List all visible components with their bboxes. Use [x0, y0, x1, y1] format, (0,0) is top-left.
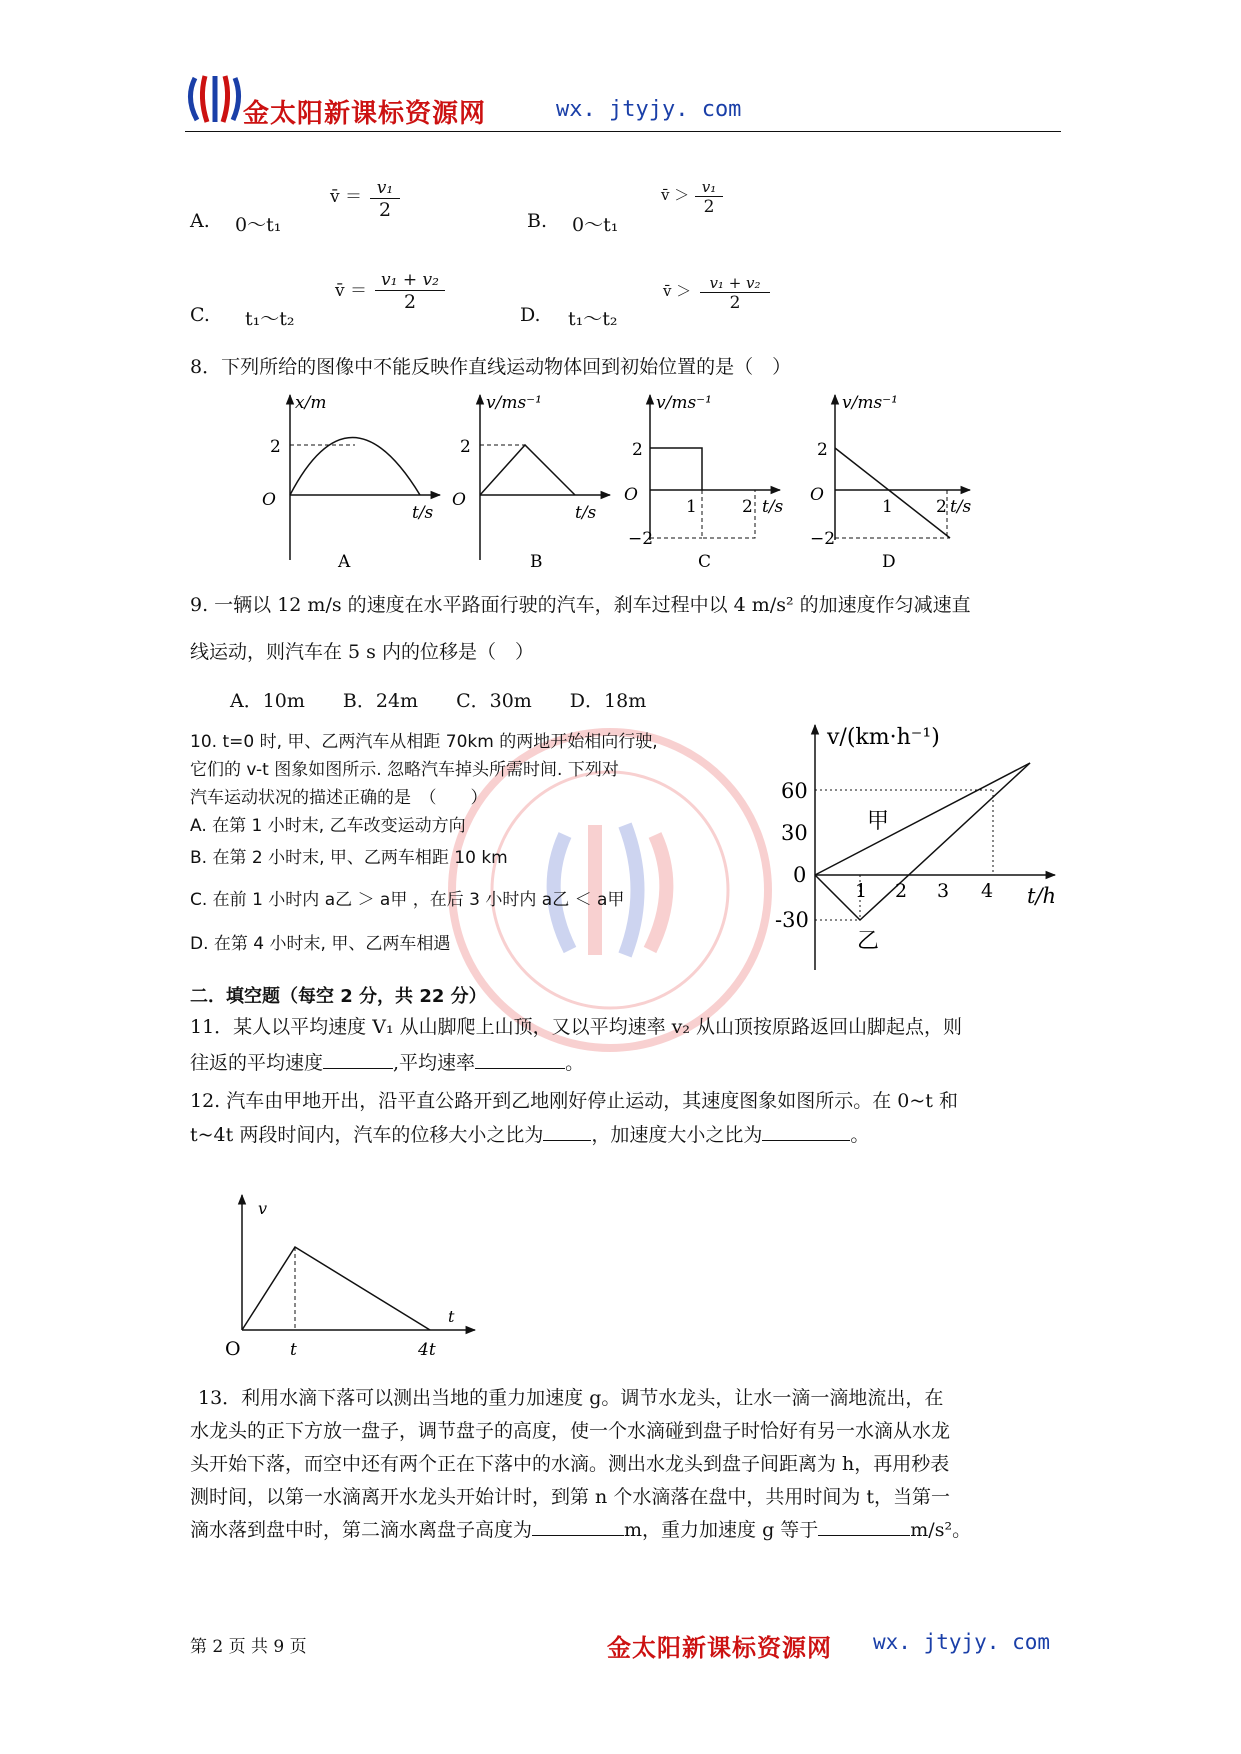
- q8-text: 8．下列所给的图像中不能反映作直线运动物体回到初始位置的是（ ）: [190, 356, 792, 378]
- q10-graph-ylabel: v/(km·h⁻¹): [827, 725, 940, 750]
- q8-c-label: C: [698, 552, 712, 572]
- q10-option-b: B. 在第 2 小时末, 甲、乙两车相距 10 km: [190, 848, 508, 868]
- footer-brand: 金太阳新课标资源网: [607, 1633, 832, 1662]
- q8-c-ylabel: v/ms⁻¹: [656, 393, 712, 413]
- q10-line-1: 10. t=0 时, 甲、乙两汽车从相距 70km 的两地开始相向行驶,: [190, 732, 658, 752]
- q10-graph-x3: 3: [937, 880, 950, 902]
- q7-d-formula: v̄ ＞: [663, 282, 692, 300]
- q8-b-ytick: 2: [460, 437, 471, 457]
- q7-c-denominator: 2: [403, 291, 417, 313]
- q12-line2-mid: ，加速度大小之比为: [591, 1124, 763, 1146]
- q7-d-range: t₁～t₂: [568, 308, 618, 330]
- q9-line2: 线运动，则汽车在 5 s 内的位移是（ ）: [190, 641, 534, 663]
- q8-b-ylabel: v/ms⁻¹: [486, 393, 542, 413]
- header-url[interactable]: wx. jtyjy. com: [556, 97, 742, 122]
- q8-d-origin: O: [810, 485, 824, 505]
- q12-line2-end: 。: [850, 1124, 870, 1146]
- q7-b-denominator: 2: [703, 197, 715, 217]
- q13-line-2: 水龙头的正下方放一盘子，调节盘子的高度，使一个水滴碰到盘子时恰好有另一水滴从水龙: [190, 1420, 951, 1442]
- q7-c-formula: v̄ ＝: [335, 281, 368, 301]
- q8-d-ylabel: v/ms⁻¹: [842, 393, 898, 413]
- q8-d-x2: 2: [936, 497, 947, 517]
- q11-line2-mid: ,平均速率: [393, 1052, 476, 1074]
- q13-text: [190, 1382, 971, 1547]
- q7-d-numerator: v₁ + v₂: [700, 274, 770, 293]
- footer-page-number: 第 2 页 共 9 页: [190, 1637, 307, 1657]
- q12-line2-prefix: t~4t 两段时间内，汽车的位移大小之比为: [190, 1124, 544, 1146]
- q8-a-ylabel: x/m: [295, 393, 327, 413]
- section-2-title: 二．填空题（每空 2 分，共 22 分）: [190, 986, 487, 1007]
- q8-a-xlabel: t/s: [412, 503, 434, 523]
- q12-graph: [220, 1190, 480, 1365]
- q10-graph-y0: 0: [793, 863, 807, 887]
- header-rule: [185, 131, 1061, 132]
- q13-blank-2[interactable]: [818, 1517, 910, 1536]
- q12-graph-ylabel: v: [258, 1199, 268, 1218]
- q12-blank-1[interactable]: [543, 1122, 591, 1141]
- q7-b-fraction: [695, 178, 723, 217]
- q10-text: [190, 728, 658, 958]
- q10-graph-yneg30: -30: [775, 908, 809, 932]
- q7-b-letter: B.: [527, 210, 548, 232]
- q8-c-origin: O: [624, 485, 638, 505]
- q7-b-numerator: v₁: [695, 178, 723, 197]
- q11-line1: 11．某人以平均速度 V₁ 从山脚爬上山顶，又以平均速率 v₂ 从山顶按原路返回山脚起点，则: [190, 1016, 963, 1038]
- q10-line-2: 它们的 v-t 图象如图所示. 忽略汽车掉头所需时间. 下列对: [190, 760, 619, 780]
- q12-graph-origin: O: [225, 1338, 241, 1360]
- q13-line-5: [190, 1514, 971, 1547]
- q7-d-letter: D.: [520, 304, 541, 326]
- q8-c-x2: 2: [742, 497, 753, 517]
- q7-a-denominator: 2: [378, 199, 392, 221]
- q11-blank-2[interactable]: [475, 1050, 565, 1069]
- q8-graph-a: [262, 393, 440, 572]
- q7-a-numerator: v₁: [370, 178, 400, 199]
- q12-line2: [190, 1120, 869, 1147]
- q10-option-d: D. 在第 4 小时末, 甲、乙两车相遇: [190, 934, 451, 954]
- q8-c-x1: 1: [686, 497, 697, 517]
- q10-graph-jia: 甲: [867, 809, 890, 834]
- q8-graph-c: [624, 393, 784, 572]
- q7-c-numerator: v₁ + v₂: [375, 270, 445, 291]
- q10-graph-x2: 2: [895, 880, 908, 902]
- q10-graph-yi: 乙: [857, 929, 880, 954]
- q7-a-letter: A.: [190, 210, 210, 232]
- q8-a-origin: O: [262, 490, 276, 510]
- q7-d-denominator: 2: [729, 293, 741, 313]
- q10-graph: [775, 720, 1065, 975]
- footer-url[interactable]: wx. jtyjy. com: [873, 1630, 1051, 1654]
- q8-b-label: B: [530, 552, 543, 572]
- q13-line-3: 头开始下落，而空中还有两个正在下落中的水滴。测出水龙头到盘子间距离为 h，再用秒表: [190, 1453, 950, 1475]
- q8-d-x1: 1: [882, 497, 893, 517]
- q7-c-letter: C.: [190, 304, 210, 326]
- q8-graph-d: [810, 393, 972, 572]
- q13-line-1: 13．利用水滴下落可以测出当地的重力加速度 g。调节水龙头，让水一滴一滴地流出，在: [198, 1387, 944, 1409]
- q13-line5-prefix: 滴水落到盘中时，第二滴水离盘子高度为: [190, 1519, 533, 1541]
- q7-d-fraction: [700, 274, 770, 313]
- q12-graph-x2: 4t: [418, 1340, 436, 1360]
- q10-graph-x1: 1: [855, 880, 868, 902]
- header-brand: 金太阳新课标资源网: [243, 99, 487, 129]
- q7-a-formula: v̄ ＝: [330, 187, 363, 207]
- q10-graph-xlabel: t/h: [1027, 884, 1057, 908]
- q11-line2: [190, 1048, 584, 1075]
- q11-line2-end: 。: [565, 1052, 585, 1074]
- q9-line1: 9. 一辆以 12 m/s 的速度在水平路面行驶的汽车，刹车过程中以 4 m/s² 的加速度作匀减速直: [190, 594, 971, 616]
- q8-d-yneg: −2: [810, 529, 836, 549]
- q8-d-xlabel: t/s: [950, 497, 972, 517]
- q10-line-3: 汽车运动状况的描述正确的是 （ ）: [190, 788, 488, 808]
- q10-option-a: A. 在第 1 小时末, 乙车改变运动方向: [190, 816, 466, 836]
- q8-a-label: A: [338, 552, 351, 572]
- q9-options: A．10m B．24m C．30m D．18m: [230, 690, 647, 712]
- q12-line1: 12. 汽车由甲地开出，沿平直公路开到乙地刚好停止运动，其速度图象如图所示。在 0~t 和: [190, 1090, 958, 1112]
- q7-c-fraction: [375, 270, 445, 313]
- q8-graph-b: [452, 393, 610, 572]
- q11-blank-1[interactable]: [323, 1050, 393, 1069]
- q8-b-origin: O: [452, 490, 466, 510]
- q10-graph-x4: 4: [981, 880, 994, 902]
- q12-graph-x1: t: [290, 1340, 297, 1360]
- q12-graph-xlabel: t: [448, 1307, 455, 1326]
- q8-c-xlabel: t/s: [762, 497, 784, 517]
- q7-b-range: 0～t₁: [572, 214, 619, 236]
- q11-line2-prefix: 往返的平均速度: [190, 1052, 324, 1074]
- q10-option-c: C. 在前 1 小时内 a乙 ＞ a甲 ，在后 3 小时内 a乙 ＜ a甲: [190, 890, 625, 910]
- q12-blank-2[interactable]: [762, 1122, 850, 1141]
- q10-graph-y60: 60: [781, 779, 808, 803]
- q7-a-range: 0～t₁: [235, 214, 282, 236]
- q8-b-xlabel: t/s: [575, 503, 597, 523]
- header-logo: [183, 70, 243, 132]
- q13-blank-1[interactable]: [532, 1517, 624, 1536]
- q13-line5-mid: m，重力加速度 g 等于: [624, 1519, 819, 1541]
- q7-c-range: t₁～t₂: [245, 308, 295, 330]
- q13-line5-end: m/s²。: [910, 1519, 972, 1541]
- q13-line-4: 测时间，以第一水滴离开水龙头开始计时，到第 n 个水滴落在盘中，共用时间为 t，当第一: [190, 1486, 950, 1508]
- q7-b-formula: v̄ ＞: [661, 186, 690, 204]
- q8-a-ytick: 2: [270, 437, 281, 457]
- q8-d-label: D: [882, 552, 896, 572]
- q7-a-fraction: [370, 178, 400, 221]
- q8-c-ytick: 2: [632, 440, 643, 460]
- q8-d-ytick: 2: [817, 440, 828, 460]
- q10-graph-y30: 30: [781, 821, 808, 845]
- q8-c-yneg: −2: [628, 529, 654, 549]
- q8-graphs: [250, 390, 1010, 575]
